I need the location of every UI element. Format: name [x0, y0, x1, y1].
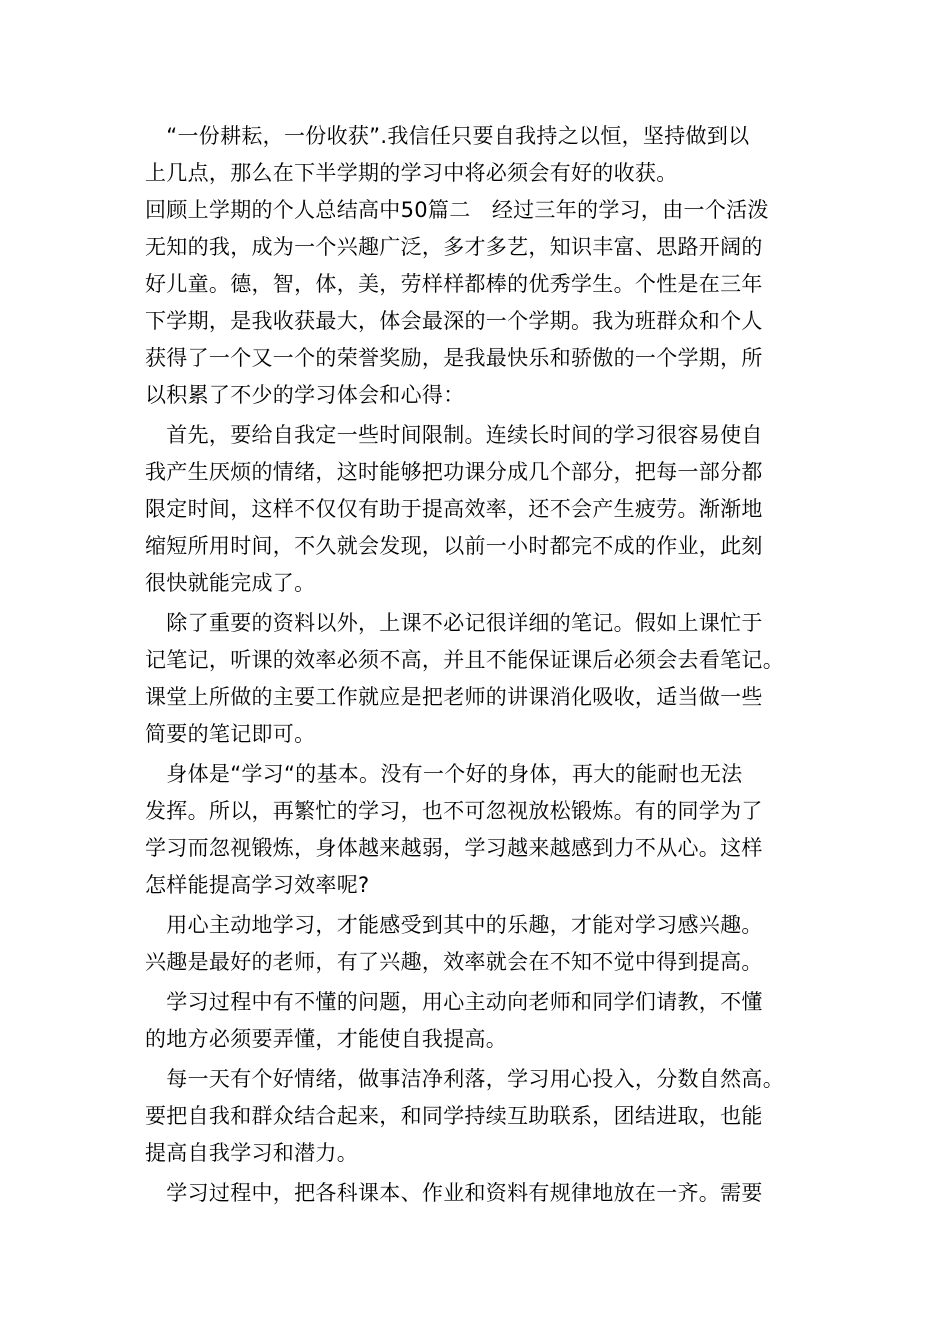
text-line: 身体是“学习“的基本。没有一个好的身体，再大的能耐也无法 [145, 762, 743, 786]
text-line: 上几点，那么在下半学期的学习中将必须会有好的收获。 [145, 161, 678, 185]
text-line: 学习过程中有不懂的问题，用心主动向老师和同学们请教，不懂 [145, 990, 763, 1014]
text-line: 发挥。所以，再繁忙的学习，也不可忽视放松锻炼。有的同学为了 [145, 799, 763, 823]
text-line: 好儿童。德，智，体，美，劳样样都棒的优秀学生。个性是在三年 [145, 272, 763, 296]
text-line: 的地方必须要弄懂，才能使自我提高。 [145, 1027, 508, 1051]
text-line: “一份耕耘，一份收获”.我信任只要自我持之以恒，坚持做到以 [145, 124, 750, 148]
document-body [145, 118, 815, 1212]
text-line: 下学期，是我收获最大，体会最深的一个学期。我为班群众和个人 [145, 309, 763, 333]
text-line: 我产生厌烦的情绪，这时能够把功课分成几个部分，把每一部分都 [145, 460, 763, 484]
text-line: 除了重要的资料以外，上课不必记很详细的笔记。假如上课忙于 [145, 611, 763, 635]
text-line: 课堂上所做的主要工作就应是把老师的讲课消化吸收，适当做一些 [145, 685, 763, 709]
text-line: 兴趣是最好的老师，有了兴趣，效率就会在不知不觉中得到提高。 [145, 950, 763, 974]
text-line: 怎样能提高学习效率呢? [145, 873, 370, 897]
text-line: 回顾上学期的个人总结高中50篇二 经过三年的学习，由一个活泼 [145, 198, 769, 222]
text-line: 学习而忽视锻炼，身体越来越弱，学习越来越感到力不从心。这样 [145, 836, 763, 860]
text-line: 获得了一个又一个的荣誉奖励，是我最快乐和骄傲的一个学期，所 [145, 346, 763, 370]
text-line: 要把自我和群众结合起来，和同学持续互助联系，团结进取，也能 [145, 1104, 763, 1128]
text-line: 很快就能完成了。 [145, 571, 316, 595]
text-line: 用心主动地学习，才能感受到其中的乐趣，才能对学习感兴趣。 [145, 913, 763, 937]
text-line: 记笔记，听课的效率必须不高，并且不能保证课后必须会去看笔记。 [145, 648, 784, 672]
text-line: 首先，要给自我定一些时间限制。连续长时间的学习很容易使自 [145, 423, 763, 447]
text-line: 简要的笔记即可。 [145, 722, 316, 746]
text-line: 每一天有个好情绪，做事洁净利落，学习用心投入，分数自然高。 [145, 1067, 784, 1091]
text-line: 提高自我学习和潜力。 [145, 1141, 358, 1165]
text-line: 限定时间，这样不仅仅有助于提高效率，还不会产生疲劳。渐渐地 [145, 497, 763, 521]
text-line: 以积累了不少的学习体会和心得： [145, 383, 465, 407]
text-line: 缩短所用时间，不久就会发现，以前一小时都完不成的作业，此刻 [145, 534, 763, 558]
text-line: 无知的我，成为一个兴趣广泛，多才多艺，知识丰富、思路开阔的 [145, 235, 763, 259]
text-line: 学习过程中，把各科课本、作业和资料有规律地放在一齐。需要 [145, 1181, 763, 1205]
